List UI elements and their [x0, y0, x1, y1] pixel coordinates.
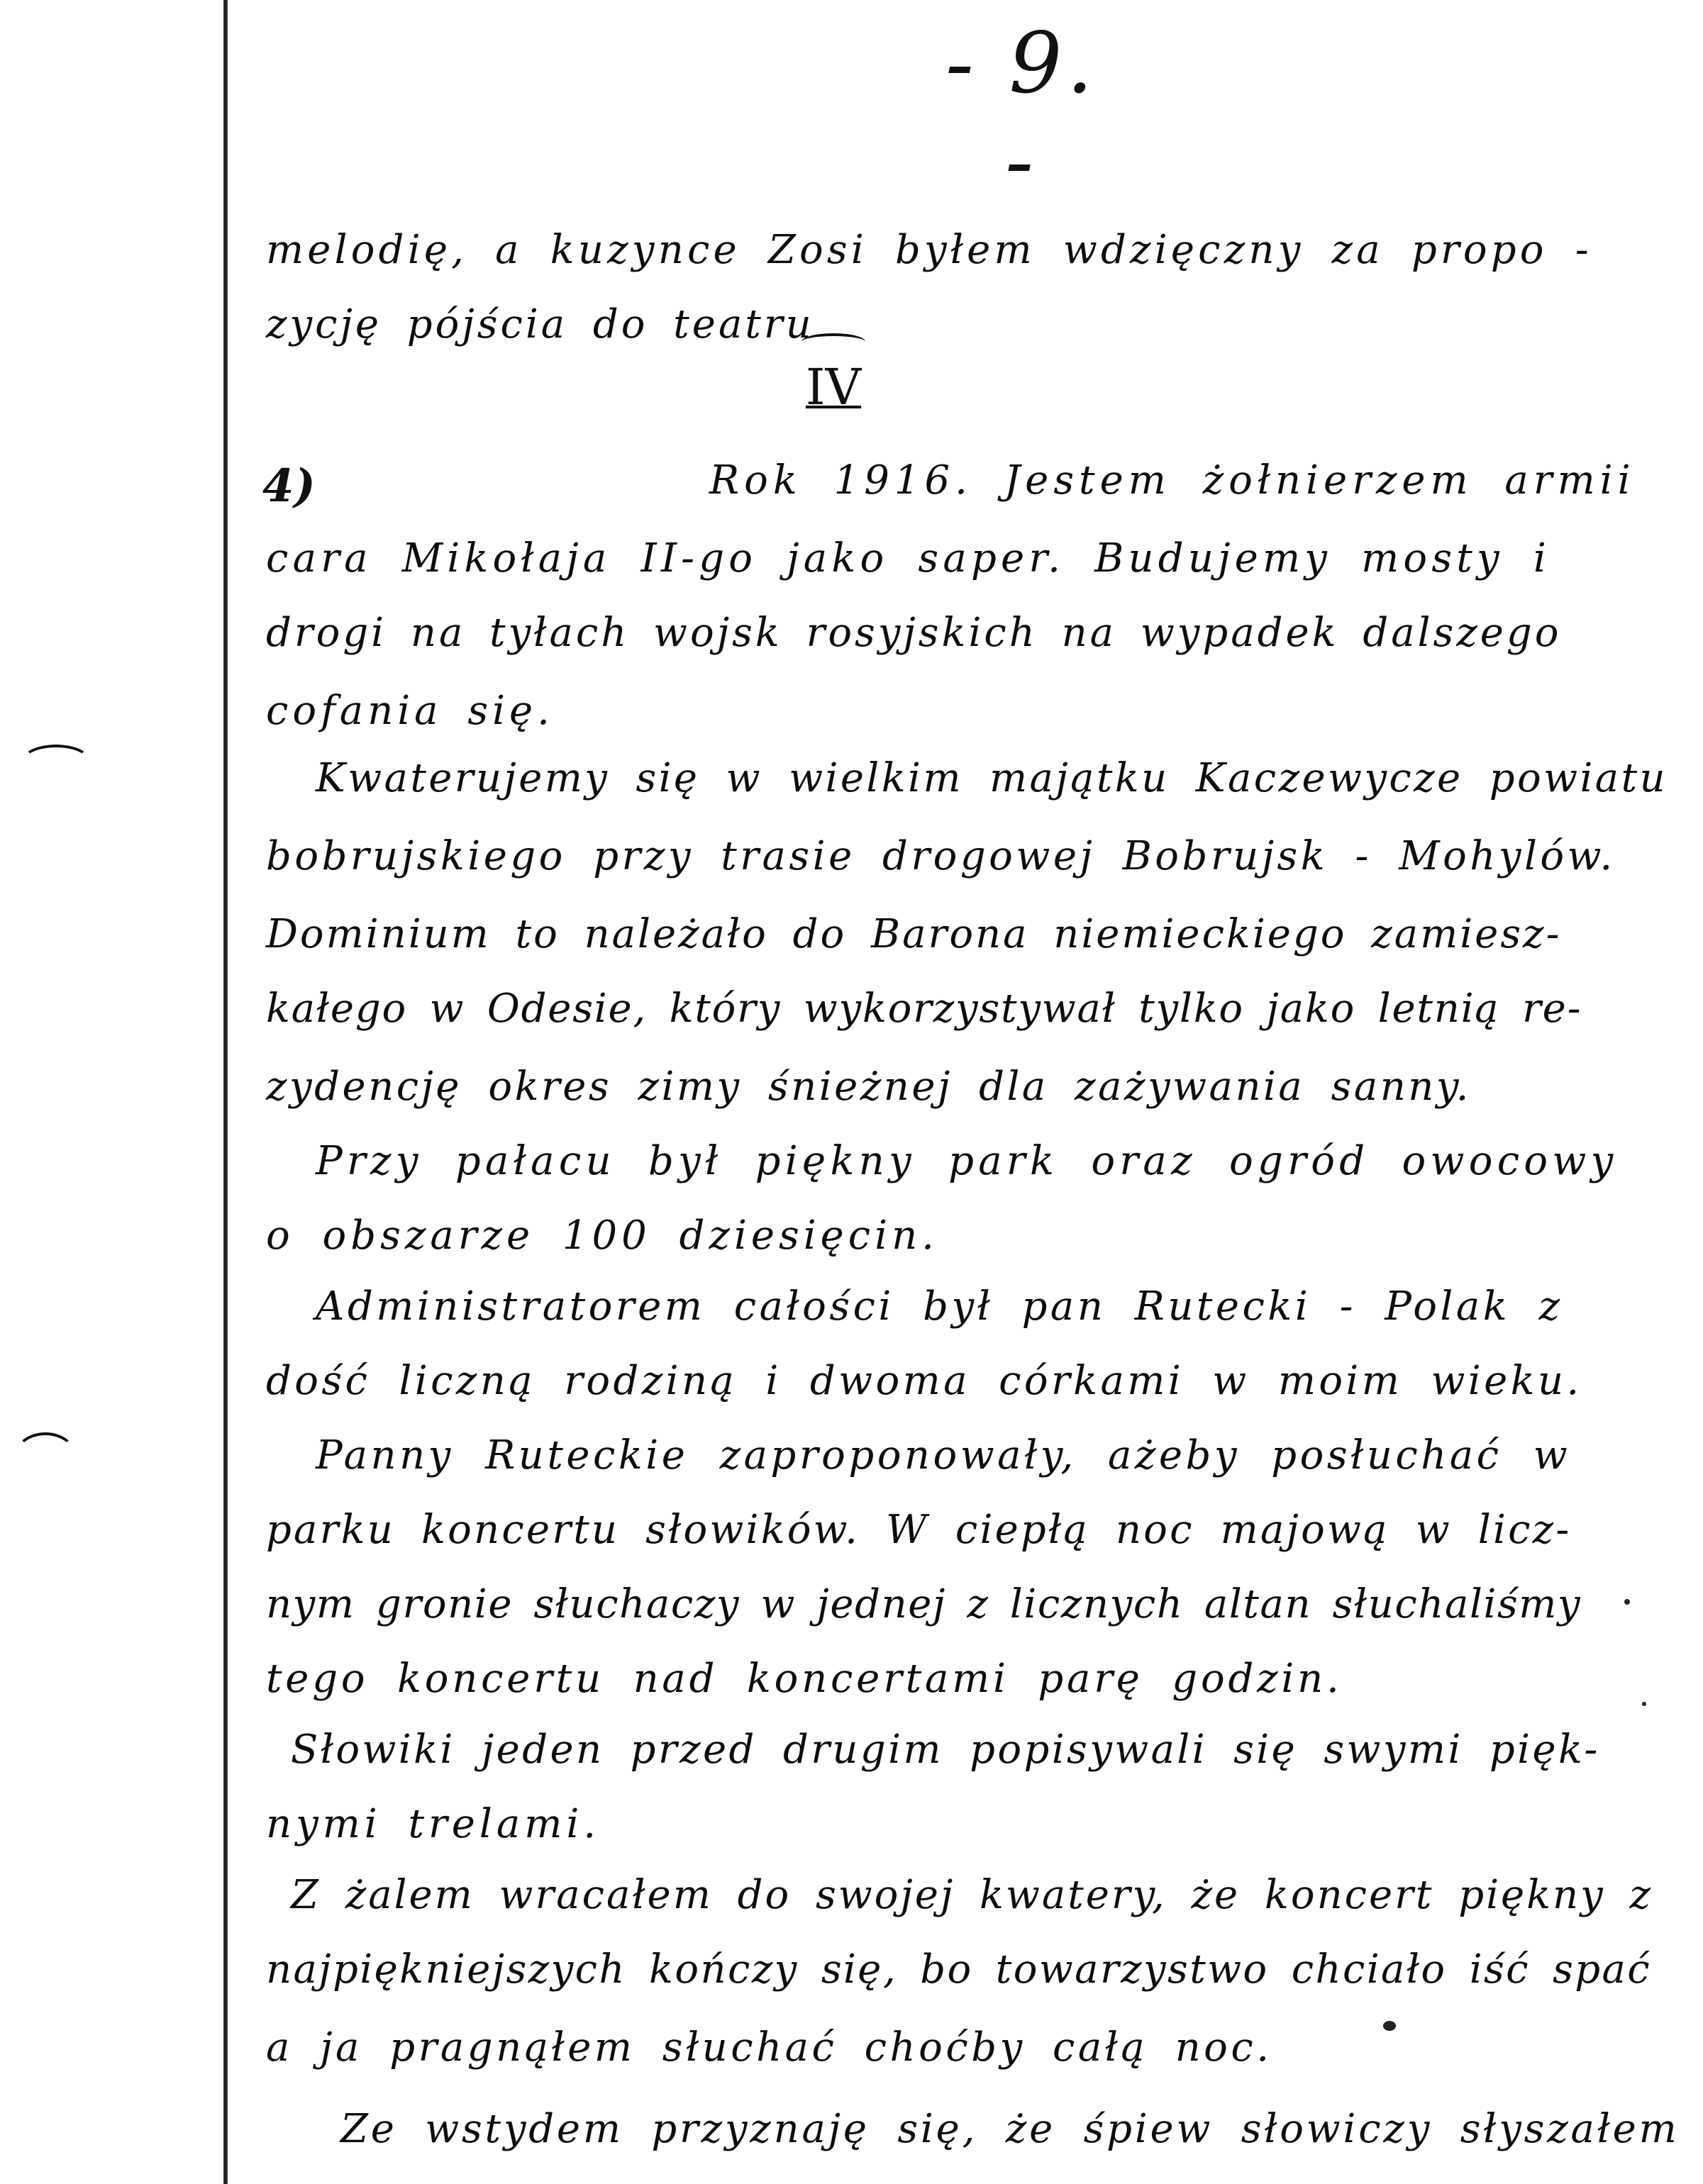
text-line: o obszarze 100 dziesięcin.: [266, 1213, 938, 1259]
text-line: zycję pójścia do teatru: [266, 301, 814, 347]
text-line: zydencję okres zimy śnieżnej dla zażywania sanny.: [266, 1064, 1471, 1110]
text-line: cara Mikołaja II-go jako saper. Budujemy mosty i: [266, 535, 1551, 581]
section-tilde: [801, 333, 865, 350]
text-line: Przy pałacu był piękny park oraz ogród owocowy: [316, 1138, 1618, 1184]
text-line: Ze wstydem przyznaję się, że śpiew słowiczy słyszałem: [340, 2106, 1680, 2152]
ink-speck: [1642, 1702, 1646, 1706]
hole-punch-mark: [14, 1432, 77, 1481]
ink-speck: [1624, 1599, 1630, 1605]
text-line: kałego w Odesie, który wykorzystywał tylko jako letnią re-: [266, 986, 1582, 1032]
text-line: Z żalem wracałem do swojej kwatery, że koncert piękny z: [291, 1872, 1653, 1918]
ink-speck: [1383, 2021, 1396, 2031]
text-line: nymi trelami.: [266, 1801, 601, 1847]
text-line: melodię, a kuzynce Zosi byłem wdzięczny za propo -: [266, 227, 1592, 273]
text-line: nym gronie słuchaczy w jednej z licznych altan słuchaliśmy: [266, 1581, 1582, 1627]
hole-punch-mark: [21, 745, 91, 779]
text-line: parku koncertu słowików. W ciepłą noc majową w licz-: [266, 1507, 1572, 1553]
text-line: tego koncertu nad koncertami parę godzin.: [266, 1656, 1343, 1702]
text-line: Dominium to należało do Barona niemieckiego zamiesz-: [266, 911, 1562, 957]
text-line: Kwaterujemy się w wielkim majątku Kaczewycze powiatu: [316, 755, 1668, 801]
margin-rule: [223, 0, 228, 2184]
text-line: Panny Ruteckie zaproponowały, ażeby posłuchać w: [316, 1432, 1571, 1478]
text-line: najpiękniejszych kończy się, bo towarzystwo chciało iść spać: [266, 1946, 1652, 1993]
text-line: cofania się.: [266, 688, 554, 734]
section-numeral: IV: [805, 358, 862, 416]
text-line: Rok 1916. Jestem żołnierzem armii: [709, 457, 1636, 503]
text-line: dość liczną rodziną i dwoma córkami w moim wieku.: [266, 1358, 1582, 1404]
text-line: drogi na tyłach wojsk rosyjskich na wypadek dalszego: [266, 610, 1562, 656]
text-line: Słowiki jeden przed drugim popisywali się swymi pięk-: [291, 1727, 1600, 1773]
page-number: - 9. -: [945, 14, 1097, 210]
text-line: Administratorem całości był pan Rutecki - Polak z: [316, 1283, 1563, 1330]
text-line: bobrujskiego przy trasie drogowej Bobrujsk - Mohylów.: [266, 833, 1616, 879]
paragraph-marker: 4): [262, 459, 316, 513]
text-line: a ja pragnąłem słuchać choćby całą noc.: [266, 2024, 1272, 2071]
